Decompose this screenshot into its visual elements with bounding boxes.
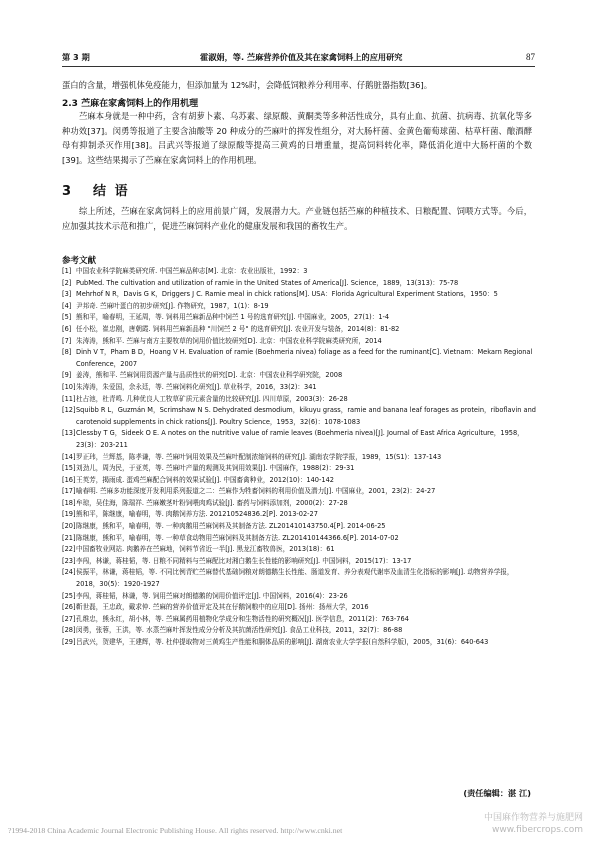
reference-item (62, 509, 536, 521)
reference-list (62, 266, 536, 649)
running-header (62, 52, 535, 66)
reference-text: 陈继康，熊和平，喻春明，等. 一种草食动物用苎麻饲料及其制备方法. ZL201410144366.6[P]. 2014-07-02 (76, 533, 399, 542)
reference-index: [15] (62, 464, 76, 473)
reference-item (62, 312, 536, 324)
reference-item (62, 428, 536, 451)
reference-text: 吕武兴，贺建华，王建辉，等. 杜仲提取物对三黄鸡生产性能和胴体品质的影响[J]. 湖南农业大学学报(自然科学版)，2005，31(6)：640-643 (76, 638, 489, 646)
reference-item (62, 637, 536, 649)
reference-text: 熊和平，喻春明，王延周，等. 饲料用苎麻新品种中饲苎 1 号的选育研究[J]. 中国麻业，2005，27(1)：1-4 (76, 313, 390, 322)
reference-item (62, 614, 536, 626)
watermark (484, 812, 583, 836)
reference-index: [2] (62, 278, 72, 287)
reference-index: [11] (62, 394, 76, 403)
conclusion-paragraph (62, 204, 532, 233)
reference-text: 李闯，林谦，蒋桂韬，等. 日粮不同精料与苎麻配比对湘白鹅生长性能的影响研究[J]. 中国饲料，2015(17)：13-17 (76, 556, 412, 565)
reference-text: 侯振平，林谦，蒋桂韬，等. 不同比例青贮苎麻替代基础饲粮对朗德鹅生长性能、肠道发育、养分表观代谢率及血清生化指标的影响[J]. 动物营养学报，2018，30(5)：1920-1927 (76, 568, 514, 589)
reference-text: 姜涛，熊和平. 苎麻饲用资源产量与品质性状的研究[D]. 北京：中国农业科学研究院，2008 (76, 371, 343, 380)
reference-index: [4] (62, 301, 72, 310)
section-heading (62, 180, 130, 199)
reference-index: [12] (62, 406, 76, 415)
reference-index: [17] (62, 487, 76, 496)
reference-item (62, 567, 536, 590)
reference-item (62, 405, 536, 428)
reference-index: [28] (62, 626, 76, 635)
reference-index: [18] (62, 498, 76, 507)
reference-text: 杜占池，杜青鸣. 几种优良人工牧草矿质元素含量的比较研究[J]. 四川草原，2003(3)：26-28 (76, 394, 348, 403)
reference-text: 闵勇，张蓉，王洪，等. 水蒸苎麻叶挥发性成分分析及其抗菌活性研究[J]. 食品工业科技，2011，32(7)：86-88 (76, 626, 403, 635)
watermark-line-2: www.fibercrops.com (492, 825, 583, 835)
reference-item (62, 521, 536, 533)
reference-index: [29] (62, 638, 76, 646)
responsible-editor: (责任编辑：湛 江) (463, 788, 531, 798)
continuation-text: 蛋白的含量，增强机体免疫能力，但添加量为 12%时，会降低饲粮养分利用率、仔鹅脏器指数[36]。 (62, 80, 432, 90)
reference-index: [21] (62, 533, 76, 542)
watermark-line-1: 中国麻作物营养与施肥网 (483, 813, 583, 823)
reference-index: [24] (62, 568, 76, 577)
reference-item (62, 370, 536, 382)
reference-index: [3] (62, 290, 72, 299)
reference-index: [1] (62, 267, 72, 275)
reference-text: 孔维忠，熊永红，胡小林，等. 苎麻属药用植物化学成分和生物活性的研究概况[J]. 医学信息，2011(2)：763-764 (76, 614, 409, 623)
reference-text: Dinh V T，Pham B D，Hoang V H. Evaluation of ramie (Boehmeria nivea) foliage as a feed for the ruminant[C]. Vietnam：Mekarn Regional Conference，2007 (76, 348, 533, 368)
reference-item (62, 336, 536, 348)
reference-text: 罗正玮，兰辉基，陈孝谦，等. 苎麻叶饲用效果及苎麻叶配制浓缩饲料的研究[J]. 湖南农学院学报，1989，15(S1)：137-143 (76, 452, 442, 461)
reference-item (62, 463, 536, 475)
reference-item (62, 382, 536, 394)
reference-item (62, 475, 536, 487)
reference-index: [16] (62, 475, 76, 484)
reference-index: [8] (62, 348, 72, 357)
reference-item (62, 278, 536, 290)
reference-item (62, 591, 536, 603)
reference-item (62, 556, 536, 568)
reference-text: 朱涛涛，熊和平. 苎麻与南方主要牧草的饲用价值比较研究[D]. 北京：中国农业科学院麻类研究所，2014 (76, 336, 382, 345)
reference-text: 中国农业科学院麻类研究所. 中国苎麻品种志[M]. 北京：农业出版社，1992：3 (76, 267, 308, 275)
reference-text: 牟琼，吴佳海，陈瑞祥. 苎麻嫩茎叶粉饲喂肉鸡试验[J]. 畜药与饲料添加剂，2000(2)：27-28 (76, 498, 348, 507)
reference-text: Squibb R L，Guzmán M，Scrimshaw N S. Dehydrated desmodium，kikuyu grass，ramie and banana leaf forages as protein，riboflavin and carotenoid supplements in chick rations[J]. Poultry Science，1953，32(6)：1078-1083 (76, 406, 536, 426)
reference-item (62, 266, 536, 278)
reference-text: 陈继康，熊和平，喻春明，等. 一种肉鹅用苎麻饲料及其制备方法. ZL201410143750.4[P]. 2014-06-25 (76, 522, 386, 531)
reference-text: PubMed. The cultivation and utilization of ramie in the United States of America[J]. Science，1889，13(313)：75-78 (76, 278, 459, 287)
header-rule (62, 66, 535, 67)
references-heading: 参考文献 (62, 256, 97, 266)
continuation-paragraph (62, 78, 532, 93)
reference-index: [10] (62, 382, 76, 391)
issue-number: 第 3 期 (62, 52, 90, 62)
reference-text: Mehrhof N R，Davis G K，Driggers J C. Ramie meal in chick rations[M]. USA：Florida Agricultural Experiment Stations，1950：5 (76, 290, 498, 299)
reference-item (62, 324, 536, 336)
subsection-paragraph (62, 109, 532, 167)
reference-item (62, 452, 536, 464)
reference-item (62, 486, 536, 498)
running-title: 霍淑娟，等. 苎麻营养价值及其在家禽饲料上的应用研究 (200, 52, 403, 62)
reference-item (62, 533, 536, 545)
reference-index: [19] (62, 510, 76, 519)
reference-text: 任小松，崔忠刚，唐朝霞. 饲料用苎麻新品种 "川饲苎 2 号" 的选育研究[J]. 农业开发与装备，2014(8)：81-82 (76, 324, 400, 333)
reference-text: 中国畜牧业网站. 肉鹅养在苎麻地，饲料节省近一半[J]. 黑龙江畜牧兽医，2013(18)：61 (76, 545, 335, 554)
reference-index: [14] (62, 452, 76, 461)
reference-index: [13] (62, 429, 76, 438)
reference-text: 喻春明. 苎麻多功能深度开发利用系列报道之二：苎麻作为牲畜饲料的利用价值及潜力[J]. 中国麻业，2001，23(2)：24-27 (76, 487, 436, 496)
reference-item (62, 544, 536, 556)
reference-index: [22] (62, 545, 76, 554)
section-number: 3 (62, 184, 74, 199)
section-title: 结 语 (93, 184, 130, 199)
reference-text: 王英芳，揭雨成. 蛋鸡苎麻配合饲料的效果试验[J]. 中国畜禽种业，2012(10)：140-142 (76, 475, 334, 484)
reference-text: 靳世磊，王忠政，戴求仲. 苎麻的营养价值评定及其在仔鹅饲粮中的应用[D]. 扬州：扬州大学，2016 (76, 603, 369, 612)
reference-item (62, 602, 536, 614)
reference-index: [5] (62, 313, 72, 322)
reference-text: Clessby T G，Sideek O E. A notes on the nutritive value of ramie leaves (Boehmeria nivea)[J]. Journal of East Africa Agriculture，1958，23(3)：203-211 (76, 429, 524, 449)
reference-text: 刘劲儿，周为民，于亚英，等. 苎麻叶产量的观测及其饲用效果[J]. 中国麻作，1988(2)：29-31 (76, 464, 355, 473)
reference-item (62, 498, 536, 510)
copyright-footer: ?1994-2018 China Academic Journal Electronic Publishing House. All rights reserved. http://www.cnki.net (8, 826, 343, 835)
reference-text: 朱涛涛，朱爱国，余永廷，等. 苎麻饲料化研究[J]. 草业科学，2016，33(2)：341 (76, 382, 317, 391)
reference-text: 熊和平，陈继康，喻春明，等. 肉鹅饲养方法. 201210524836.2[P]. 2013-02-27 (76, 510, 318, 519)
reference-index: [7] (62, 336, 72, 345)
reference-index: [6] (62, 324, 72, 333)
reference-item (62, 625, 536, 637)
conclusion-text: 综上所述，苎麻在家禽饲料上的应用前景广阔，发展潜力大。产业链包括苎麻的种植技术、日粮配置、饲喂方式等。今后，应加强其技术示范和推广，促进苎麻饲料产业化的健康发展和我国的畜牧生产。 (62, 206, 532, 231)
reference-item (62, 394, 536, 406)
reference-index: [26] (62, 603, 76, 612)
page-number: 87 (526, 52, 535, 62)
reference-index: [27] (62, 614, 76, 623)
reference-index: [20] (62, 522, 76, 531)
subsection-text: 苎麻本身就是一种中药，含有胡萝卜素、乌苏素、绿原酸、黄酮类等多种活性成分，具有止血、抗菌、抗病毒、抗氧化等多种功效[37]。闵勇等报道了主要含油酸等 20 种成分的苎麻叶的挥发性组分，对大肠杆菌、金黄色葡萄球菌、枯草杆菌、酿酒酵母有抑制杀灭作用[38]。吕武兴等报道了绿原酸等提高三黄鸡的日增重量，提高饲料转化率，降低消化道中大肠杆菌的个数[39]。这些结果揭示了苎麻在家禽饲料上的作用机理。 (62, 111, 532, 165)
reference-item (62, 347, 536, 370)
reference-text: 李闯，蒋桂韬，林谦，等. 饲用苎麻对朗德鹅的饲用价值评定[J]. 中国饲料，2016(4)：23-26 (76, 591, 348, 600)
reference-index: [23] (62, 556, 76, 565)
reference-text: 尹邦奇. 苎麻叶蛋白的初步研究[J]. 作物研究，1987，1(1)：8-19 (76, 301, 269, 310)
reference-index: [9] (62, 371, 72, 380)
reference-item (62, 289, 536, 301)
subsection-title: 2.3 苎麻在家禽饲料上的作用机理 (62, 99, 199, 109)
reference-item (62, 301, 536, 313)
reference-index: [25] (62, 591, 76, 600)
